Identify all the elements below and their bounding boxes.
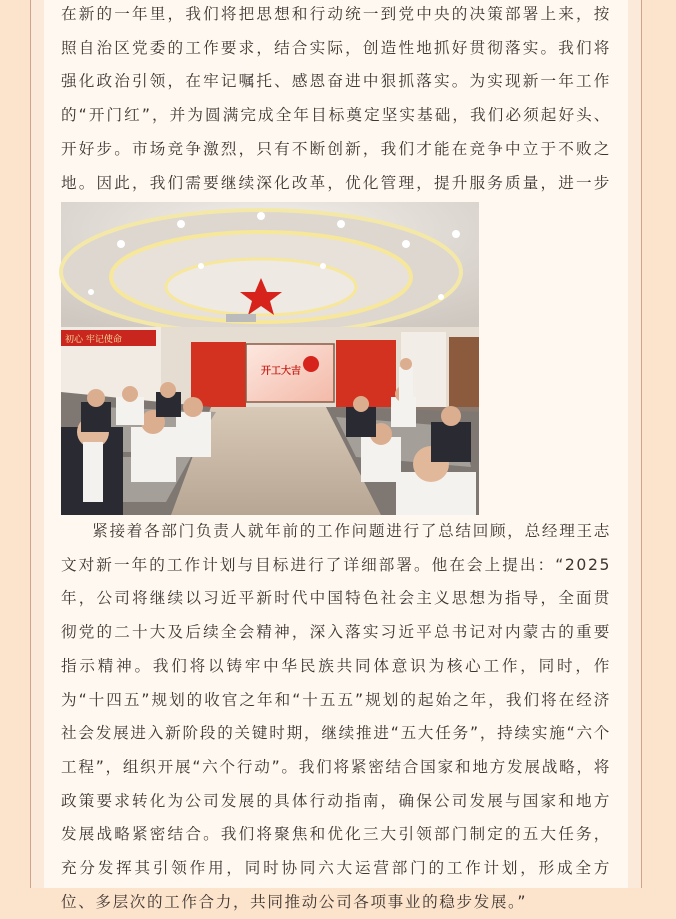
red-panel-left [191,342,246,407]
screen-text: 开工大吉 [261,366,301,377]
left-banner-text: 初心 牢记使命 [65,335,122,345]
door [449,337,479,407]
article-paragraph-1: 在新的一年里，我们将把思想和行动统一到党中央的决策部署上来，按照自治区党委的工作要求，结合实际，创造性地抓好贯彻落实。我们将强化政治引领，在牢记嘱托、感恩奋进中狠抓落实。为实现新一年工作的“开门红”，并为圆满完成全年目标奠定坚实基础，我们必须起好头、开好步。市场竞争激烈，只有不断创新，我们才能在竞争中立于不败之地。因此，我们需要继续深化改革，优化管理，提升服务质量，进一步 [61,5,611,192]
red-panel-right [336,340,396,407]
meeting-photo [61,202,479,515]
projector [226,314,256,322]
standing-speaker [399,367,413,402]
article-paragraph-2: 紧接着各部门负责人就年前的工作问题进行了总结回顾，总经理王志文对新一年的工作计划与目标进行了详细部署。他在会上提出：“2025年，公司将继续以习近平新时代中国特色社会主义思想为指导，全面贯彻党的二十大及后续全会精神，深入落实习近平总书记对内蒙古的重要指示精神。我们将以铸牢中华民族共同体意识为核心工作，同时，作为“十四五”规划的收官之年和“十五五”规划的起始之年，我们将在经济社会发展进入新阶段的关键时期，继续推进“五大任务”，持续实施“六个工程”，组织开展“六个行动”。我们将紧密结合国家和地方发展战略，将政策要求转化为公司发展的具体行动指南，确保公司发展与国家和地方发展战略紧密结合。我们将聚焦和优化三大引领部门制定的五大任务，充分发挥其引领作用，同时协同六大运营部门的工作计划，形成全方位、多层次的工作合力，共同推动公司各项事业的稳步发展。” [61,522,611,911]
